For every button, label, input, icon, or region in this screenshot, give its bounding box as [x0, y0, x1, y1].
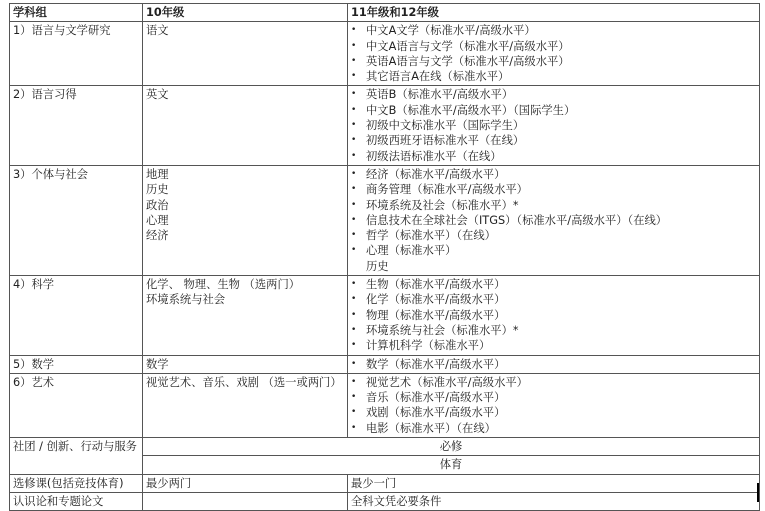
grade-11-12-course: • 中文A文学（标准水平/高级水平）	[351, 23, 756, 38]
grade-11-12-course: • 初级中文标准水平（国际学生）	[351, 118, 756, 133]
grade-11-12-course: • 电影（标准水平）（在线）	[351, 421, 756, 436]
grade-11-12-course: • 商务管理（标准水平/高级水平）	[351, 182, 756, 197]
subject-group-row	[10, 86, 760, 165]
subject-groups	[10, 22, 760, 438]
subject-group-row	[10, 165, 760, 275]
electives-row	[10, 474, 760, 492]
grade-10-course: 政治	[146, 198, 169, 212]
grade-11-12-course: • 经济（标准水平/高级水平）	[351, 167, 756, 182]
grade-11-12-course: • 生物（标准水平/高级水平）	[351, 277, 756, 292]
grade-11-12-course: • 初级法语标准水平（在线）	[351, 149, 756, 164]
margin-bar	[757, 483, 759, 502]
cas-label: 社团 / 创新、行动与服务	[10, 438, 143, 475]
grade-10-course: 化学、 物理、生物 （选两门）	[146, 278, 301, 292]
grade-10-courses	[143, 165, 348, 275]
tok-label: 认识论和专题论文	[10, 492, 143, 510]
grade-10-course: 环境系统与社会	[146, 293, 226, 307]
cas-row	[10, 438, 760, 456]
grade-10-course: 经济	[146, 229, 169, 243]
grade-11-12-course: • 环境系统及社会（标准水平）*	[351, 198, 756, 213]
subject-group-row	[10, 373, 760, 437]
tok-grade-11-12: 全科文凭必要条件	[348, 492, 760, 510]
curriculum-table	[9, 3, 760, 511]
grade-10-course: 语文	[146, 24, 169, 38]
grade-11-12-course: • 环境系统与社会（标准水平）*	[351, 323, 756, 338]
grade-11-12-courses	[348, 165, 760, 275]
grade-10-courses	[143, 276, 348, 355]
electives-grade-11-12: 最少一门	[348, 474, 760, 492]
grade-11-12-course: • 化学（标准水平/高级水平）	[351, 292, 756, 307]
grade-11-12-course: • 其它语言A在线（标准水平）	[351, 69, 756, 84]
tok-grade-10	[143, 492, 348, 510]
grade-11-12-course: • 数学（标准水平/高级水平）	[351, 357, 756, 372]
grade-11-12-courses	[348, 22, 760, 86]
subject-group-name: 6）艺术	[10, 373, 143, 437]
subject-group-row	[10, 22, 760, 86]
grade-10-courses	[143, 355, 348, 373]
grade-10-course: 历史	[146, 183, 169, 197]
grade-10-course: 心理	[146, 213, 169, 227]
header-row	[10, 4, 760, 22]
grade-11-12-course: • 信息技术在全球社会（ITGS）（标准水平/高级水平）（在线）	[351, 213, 756, 228]
grade-10-course: 视觉艺术、音乐、戏剧 （选一或两门）	[146, 375, 342, 389]
grade-10-course: 数学	[146, 357, 169, 371]
grade-11-12-course: • 哲学（标准水平）（在线）	[351, 228, 756, 243]
header-subject-group: 学科组	[10, 4, 143, 22]
grade-10-course: 地理	[146, 167, 169, 181]
grade-11-12-course: • 物理（标准水平/高级水平）	[351, 308, 756, 323]
grade-11-12-course: • 计算机科学（标准水平）	[351, 338, 756, 353]
grade-11-12-course: • 心理（标准水平）	[351, 243, 756, 258]
grade-11-12-course: • 中文A语言与文学（标准水平/高级水平）	[351, 39, 756, 54]
grade-10-courses	[143, 373, 348, 437]
subject-group-row	[10, 276, 760, 355]
subject-group-name: 5）数学	[10, 355, 143, 373]
grade-10-courses	[143, 86, 348, 165]
grade-11-12-course: • 音乐（标准水平/高级水平）	[351, 390, 756, 405]
grade-11-12-course: • 视觉艺术（标准水平/高级水平）	[351, 375, 756, 390]
grade-11-12-courses	[348, 355, 760, 373]
grade-11-12-course: • 初级西班牙语标准水平（在线）	[351, 133, 756, 148]
grade-11-12-course: • 中文B（标准水平/高级水平）（国际学生）	[351, 103, 756, 118]
subject-group-row	[10, 355, 760, 373]
subject-group-name: 3）个体与社会	[10, 165, 143, 275]
grade-11-12-course-extra: 历史	[366, 259, 389, 273]
subject-group-name: 4）科学	[10, 276, 143, 355]
grade-11-12-course: • 英语A语言与文学（标准水平/高级水平）	[351, 54, 756, 69]
electives-label: 选修课(包括竞技体育)	[10, 474, 143, 492]
header-grade-11-12: 11年级和12年级	[348, 4, 760, 22]
grade-11-12-courses	[348, 373, 760, 437]
grade-10-course: 英文	[146, 88, 169, 102]
subject-group-name: 1）语言与文学研究	[10, 22, 143, 86]
grade-10-courses	[143, 22, 348, 86]
grade-11-12-course: • 英语B（标准水平/高级水平）	[351, 87, 756, 102]
header-grade-10: 10年级	[143, 4, 348, 22]
pe-label: 体育	[143, 456, 760, 474]
cas-required: 必修	[143, 438, 760, 456]
grade-11-12-courses	[348, 86, 760, 165]
subject-group-name: 2）语言习得	[10, 86, 143, 165]
grade-11-12-courses	[348, 276, 760, 355]
electives-grade-10: 最少两门	[143, 474, 348, 492]
grade-11-12-course: • 戏剧（标准水平/高级水平）	[351, 405, 756, 420]
tok-row	[10, 492, 760, 510]
